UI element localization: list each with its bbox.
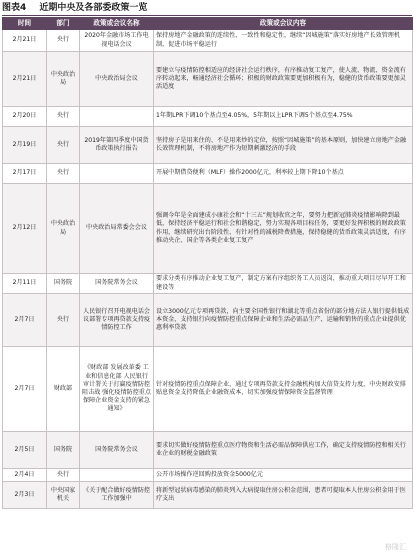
- cell-dept: 央行: [47, 107, 80, 127]
- cell-content: 保持房地产金融政策的连续性、一致性和稳定性，继续“因城施策”落实好房地产长效管理机制，促进市场平稳运行: [154, 30, 413, 52]
- table-row: [3, 107, 413, 127]
- table-row: [3, 127, 413, 164]
- cell-meeting: 2019年第四季度中国货币政策执行报告: [80, 127, 154, 164]
- cell-dept: 央行: [47, 164, 80, 184]
- cell-meeting: [80, 164, 154, 184]
- cell-meeting: 国务院常务会议: [80, 274, 154, 294]
- table-row: [3, 432, 413, 469]
- figure-caption: 近期中央及各部委政策一览: [39, 3, 148, 13]
- cell-date: 2月7日: [3, 347, 47, 432]
- cell-date: 2月11日: [3, 274, 47, 294]
- cell-content: 1年期LPR下调10个基点至4.05%，5年期以上LPR下调5个基点至4.75%: [154, 107, 413, 127]
- cell-dept: 国务院: [47, 432, 80, 469]
- header-dept: 部门: [47, 18, 80, 30]
- policy-table: [2, 17, 413, 509]
- cell-dept: 中央政治局: [47, 184, 80, 274]
- table-body: [3, 30, 413, 509]
- watermark: 格隆汇: [385, 543, 406, 551]
- table-row: [3, 30, 413, 52]
- table-row: [3, 469, 413, 482]
- cell-date: 2月20日: [3, 107, 47, 127]
- table-row: [3, 294, 413, 347]
- cell-dept: 央行: [47, 294, 80, 347]
- cell-date: 2月3日: [3, 482, 47, 509]
- figure-number: 图表4: [2, 3, 27, 13]
- cell-dept: 中央国家机关: [47, 482, 80, 509]
- cell-content: 要求分类有序推动企业复工复产，制定方案有序组织务工人员返岗，推动重大项目尽早开工和建设等: [154, 274, 413, 294]
- cell-dept: 中央政治局: [47, 52, 80, 107]
- cell-meeting: 国务院常务会议: [80, 432, 154, 469]
- cell-date: 2月12日: [3, 184, 47, 274]
- cell-date: 2月17日: [3, 164, 47, 184]
- header-content: 政策或会议内容: [154, 18, 413, 30]
- cell-content: 将新型冠状病毒感染的肺炎列入大病提取住房公积金范围，患者可提取本人住房公积金用于医疗支出: [154, 482, 413, 509]
- cell-meeting: 中央政治局会议: [80, 52, 154, 107]
- cell-dept: 央行: [47, 30, 80, 52]
- cell-date: 2月21日: [3, 30, 47, 52]
- cell-content: 强调今年是全面建成小康社会和“十三五”规划收官之年，要努力把新冠肺炎疫情影响降到最低，保持经济平稳运行和社会和谐稳定，努力实现各项目标任务，要更好发挥积极的财政政策作用，继续研究出台阶段性、有针对性的减税降费措施，保持稳健的货币政策灵活适度，有序推动央企、国企等各类企业复工复产: [154, 184, 413, 274]
- cell-dept: 国务院: [47, 274, 80, 294]
- table-row: [3, 184, 413, 274]
- table-row: [3, 482, 413, 509]
- cell-content: 要建立与疫情防控相适应的经济社会运行秩序，有序推动复工复产，使人流、物流、资金流有序转动起来，畅通经济社会循环；积极的财政政策要更加积极有为，稳健的货币政策要更加灵活适度: [154, 52, 413, 107]
- cell-content: 公开市场操作逆回购投放资金5000亿元: [154, 469, 413, 482]
- table-row: [3, 164, 413, 184]
- cell-meeting: 人民银行召开电视电话会议部署专项再贷款支持疫情防控工作: [80, 294, 154, 347]
- cell-content: 开展中期借贷便利（MLF）操作2000亿元，利率较上期下降10个基点: [154, 164, 413, 184]
- cell-dept: 财政部: [47, 347, 80, 432]
- cell-date: 2月19日: [3, 127, 47, 164]
- cell-content: 要求切实做好疫情防控重点医疗物资和生活必需品保障供应工作，确定支持疫情防控和相关行业企业的财税金融政策: [154, 432, 413, 469]
- header-date: 时间: [3, 18, 47, 30]
- cell-meeting: 《关于配合做好疫情防控工作加强中: [80, 482, 154, 509]
- figure-title: [2, 1, 412, 16]
- cell-date: 2月21日: [3, 52, 47, 107]
- cell-meeting: 《财政部 发展改革委 工业和信息化部 人民银行 审计署关于打赢疫情防控阻击战 强化疫情防控重点保障企业资金支持的紧急通知》: [80, 347, 154, 432]
- cell-meeting: 中央政治局常委会会议: [80, 184, 154, 274]
- table-row: [3, 274, 413, 294]
- cell-dept: 央行: [47, 469, 80, 482]
- cell-meeting: [80, 469, 154, 482]
- table-header-row: [3, 18, 413, 30]
- cell-date: 2月5日: [3, 432, 47, 469]
- table-row: [3, 347, 413, 432]
- cell-dept: 央行: [47, 127, 80, 164]
- cell-content: 坚持房子是用来住的、不是用来炒的定位，按照“因城施策”的基本原则，加快建立房地产金融长效管理机制，不将房地产作为短期刺激经济的手段: [154, 127, 413, 164]
- cell-content: 针对疫情防控重点保障企业，通过专项再贷款支持金融机构加大信贷支持力度，中央财政安排贴息资金支持降低企业融资成本，切实加强疫情保障资金监督管理: [154, 347, 413, 432]
- cell-date: 2月4日: [3, 469, 47, 482]
- cell-date: 2月7日: [3, 294, 47, 347]
- cell-content: 设立3000亿元专项再贷款，向主要全国性银行和湖北等重点省份的部分地方法人银行提供低成本资金，支持银行向疫情防控重点保障企业和生活必需品生产、运输和销售的重点企业提供优惠利率贷款: [154, 294, 413, 347]
- cell-meeting: [80, 107, 154, 127]
- cell-meeting: 2020年金融市场工作电视电话会议: [80, 30, 154, 52]
- table-row: [3, 52, 413, 107]
- header-meeting: 政策或会议名称: [80, 18, 154, 30]
